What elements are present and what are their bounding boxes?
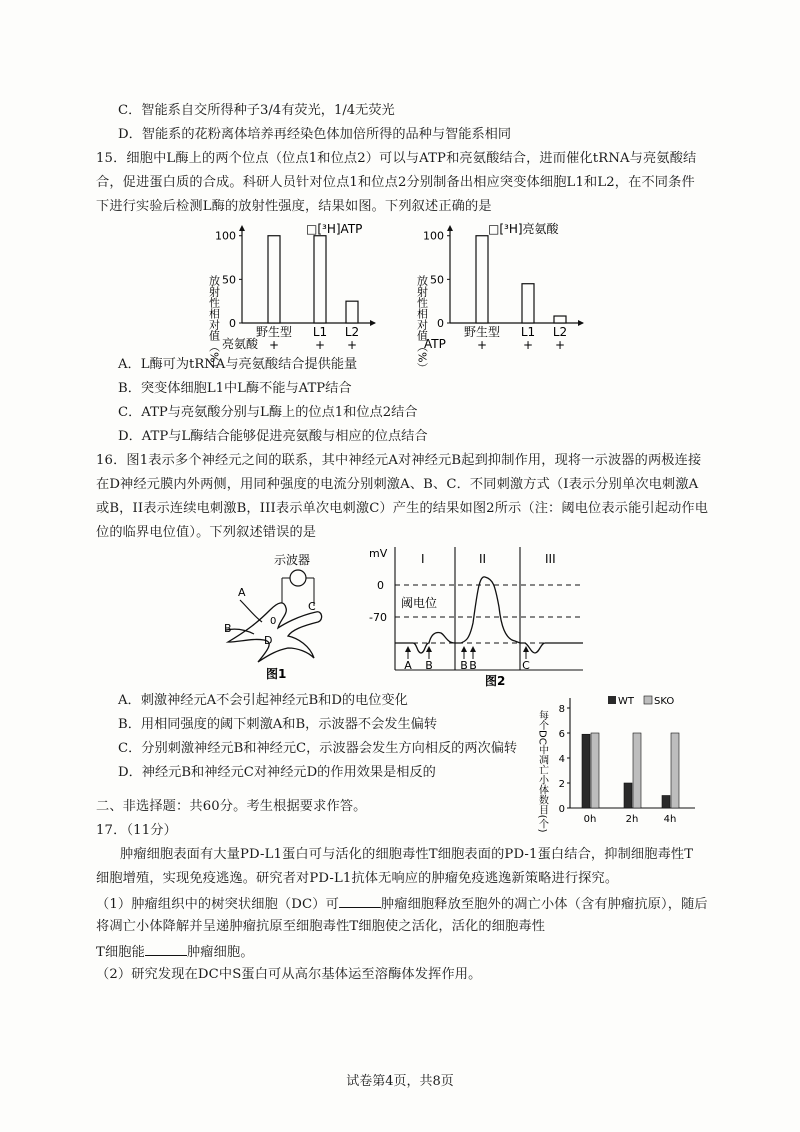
ytick-label: 0 <box>437 317 444 330</box>
q17-part1-line1 <box>96 894 708 914</box>
q15-stem-line1: 15．细胞中L酶上的两个位点（位点1和位点2）可以与ATP和亮氨酸结合，进而催化tRNA与亮氨酸结 <box>96 151 697 166</box>
ytick-label: 100 <box>215 229 236 243</box>
fig2-unit: mV <box>369 547 388 560</box>
q17-part1-line3-a: T细胞能 <box>96 945 145 960</box>
chart-atp-yarrow <box>239 225 245 231</box>
category-label: L2 <box>552 325 568 339</box>
condition-mark: + <box>314 338 326 352</box>
fig1-caption: 图1 <box>266 667 287 681</box>
dc-bar-wt <box>624 783 632 808</box>
q15-stem-line2: 合，促进蛋白质的合成。科研人员针对位点1和位点2分别制备出相应突变体细胞L1和L2，在不同条件 <box>96 175 695 190</box>
stimulus-arrowhead <box>426 646 432 652</box>
dc-bar-sko <box>591 733 599 808</box>
dc-bar-wt <box>662 796 670 809</box>
chart-atp-ylabel: 放射性相对值（%） <box>207 275 221 374</box>
q17-title: 17．（11分） <box>96 823 177 838</box>
ytick-label: 50 <box>222 273 236 287</box>
stimulus-arrowhead <box>461 646 467 652</box>
stimulus-label: C <box>522 659 530 672</box>
dc-bar-sko <box>671 733 679 808</box>
q17-part1-b: 肿瘤细胞释放至胞外的凋亡小体（含有肿瘤抗原），随后 <box>380 897 708 912</box>
q17-part1-line2: 将凋亡小体降解并呈递肿瘤抗原至细胞毒性T细胞使之活化，活化的细胞毒性 <box>96 919 546 934</box>
q17-para1-line1: 肿瘤细胞表面有大量PD-L1蛋白可与活化的细胞毒性T细胞表面的PD-1蛋白结合，抑制细胞毒性T <box>120 847 694 862</box>
stimulus-label: B <box>469 659 477 672</box>
legend-wt-label: WT <box>618 696 634 707</box>
chart-leucine <box>416 222 585 373</box>
category-label: 野生型 <box>255 325 293 339</box>
q15-stem-line3: 下进行实验后检测L酶的放射性强度，结果如图。下列叙述正确的是 <box>96 199 492 214</box>
q17-para1-line2: 细胞增殖，实现免疫逃逸。研究者对PD-L1抗体无响应的肿瘤免疫逃逸新策略进行探究。 <box>96 871 619 886</box>
dc-category-label: 4h <box>663 814 677 825</box>
condition-mark: + <box>554 338 566 352</box>
fig2-section-i: I <box>421 552 425 566</box>
dc-ytick-label: 8 <box>558 704 565 715</box>
q16-stem-line2: 在D神经元膜内外两侧，用同种强度的电流分别刺激A、B、C．不同刺激方式（I表示分别单次电刺激A <box>96 477 699 492</box>
q16-stem-line3: 或B，II表示连续电刺激B，III表示单次电刺激C）产生的结果如图2所示（注：阈电位表示能引起动作电 <box>96 501 709 516</box>
stimulus-label: B <box>460 659 468 672</box>
fig2-caption: 图2 <box>485 674 506 688</box>
dc-bar-sko <box>633 733 641 808</box>
q14-option-c: C．智能系自交所得种子3/4有荧光，1/4无荧光 <box>118 103 395 118</box>
q17-part1-line3 <box>96 942 254 962</box>
bar-1 <box>268 236 280 323</box>
fig1-label-a: A <box>238 586 246 599</box>
legend-wt-swatch <box>608 696 616 704</box>
chart-atp-xarrow <box>370 320 376 326</box>
ytick-label: 0 <box>229 317 236 330</box>
category-label: L1 <box>312 325 328 339</box>
q16-option-b: B．用相同强度的阈下刺激A和B，示波器不会发生偏转 <box>118 717 438 732</box>
dc-chart-ylabel: 每个DC中凋亡小体数目(个) <box>536 710 548 833</box>
fig1-label-b: B <box>224 622 232 635</box>
q15-option-b: B．突变体细胞L1中L酶不能与ATP结合 <box>118 381 352 396</box>
fig1-label-c: C <box>308 600 316 613</box>
fig1-label-d: D <box>264 634 273 647</box>
fig1-neurons <box>218 550 348 680</box>
category-label: L1 <box>520 325 536 339</box>
dc-ytick-label: 6 <box>558 729 565 740</box>
category-label: 野生型 <box>463 325 501 339</box>
stimulus-label: A <box>404 659 412 672</box>
chart-leucine-title: □[³H]亮氨酸 <box>488 222 559 236</box>
q17-blank-2[interactable] <box>145 942 187 956</box>
fig2-section-iii: III <box>545 552 556 566</box>
section2-heading: 二、非选择题：共60分。考生根据要求作答。 <box>96 799 367 814</box>
q16-option-a: A．刺激神经元A不会引起神经元B和D的电位变化 <box>118 693 408 708</box>
fig2-potential-curve <box>395 577 583 653</box>
chart-leucine-yarrow <box>447 225 453 231</box>
q15-option-d: D．ATP与L酶结合能够促进亮氨酸与相应的位点结合 <box>118 429 428 444</box>
page-footer: 试卷第4页，共8页 <box>346 1074 454 1089</box>
bar-3 <box>554 316 566 323</box>
dc-ytick-label: 4 <box>558 754 565 765</box>
dc-ytick-label: 2 <box>558 779 565 790</box>
chart-leucine-ylabel: 放射性相对值（%） <box>415 275 429 374</box>
dc-category-label: 0h <box>583 814 597 825</box>
q17-part2: （2）研究发现在DC中S蛋白可从高尔基体运至溶酶体发挥作用。 <box>96 967 482 982</box>
fig1-oscilloscope-label: 示波器 <box>274 553 311 567</box>
chart-atp <box>208 222 377 373</box>
q17-blank-1[interactable] <box>339 894 381 908</box>
condition-mark: + <box>522 338 534 352</box>
chart-atp-title: □[³H]ATP <box>306 222 363 236</box>
dc-chart <box>536 692 700 833</box>
bar-2 <box>522 284 534 323</box>
chart-leucine-xarrow <box>578 320 584 326</box>
fig2-level-0: 0 <box>377 579 384 592</box>
ytick-label: 100 <box>423 229 444 243</box>
category-label: L2 <box>344 325 360 339</box>
chart-leucine-condition-label: ATP <box>424 337 446 351</box>
q15-option-c: C．ATP与亮氨酸分别与L酶上的位点1和位点2结合 <box>118 405 418 420</box>
bar-3 <box>346 301 358 323</box>
oscilloscope-icon <box>290 570 306 586</box>
q17-part1-a: （1）肿瘤组织中的树突状细胞（DC）可 <box>96 897 339 912</box>
q16-option-d: D．神经元B和神经元C对神经元D的作用效果是相反的 <box>118 765 436 780</box>
dc-ytick-label: 0 <box>558 804 565 815</box>
stimulus-arrowhead <box>470 646 476 652</box>
dc-bar-wt <box>582 734 590 808</box>
legend-sko-swatch <box>644 696 652 704</box>
condition-mark: + <box>268 338 280 352</box>
fig1-label-0: 0 <box>270 616 277 627</box>
bar-1 <box>476 236 488 323</box>
bar-2 <box>314 236 326 323</box>
chart-atp-condition-label: 亮氨酸 <box>222 337 259 351</box>
condition-mark: + <box>476 338 488 352</box>
dc-category-label: 2h <box>625 814 639 825</box>
stimulus-label: B <box>425 659 433 672</box>
q14-option-d: D．智能系的花粉离体培养再经染色体加倍所得的品种与智能系相同 <box>118 127 512 142</box>
q15-option-a: A．L酶可为tRNA与亮氨酸结合提供能量 <box>118 357 358 372</box>
q16-stem-line1: 16．图1表示多个神经元之间的联系，其中神经元A对神经元B起到抑制作用，现将一示波器的两极连接 <box>96 453 702 468</box>
ytick-label: 50 <box>430 273 444 287</box>
fig2-level-70: -70 <box>369 611 387 624</box>
q16-stem-line4: 位的临界电位值）。下列叙述错误的是 <box>96 525 317 540</box>
fig2-threshold-label: 阈电位 <box>401 596 438 610</box>
fig2-section-ii: II <box>479 552 487 566</box>
legend-sko-label: SKO <box>654 696 675 707</box>
condition-mark: + <box>346 338 358 352</box>
q16-option-c: C．分别刺激神经元B和神经元C，示波器会发生方向相反的两次偏转 <box>118 741 518 756</box>
q17-part1-line3-b: 肿瘤细胞。 <box>186 945 254 960</box>
fig2-potential <box>365 545 590 687</box>
stimulus-arrowhead <box>405 646 411 652</box>
